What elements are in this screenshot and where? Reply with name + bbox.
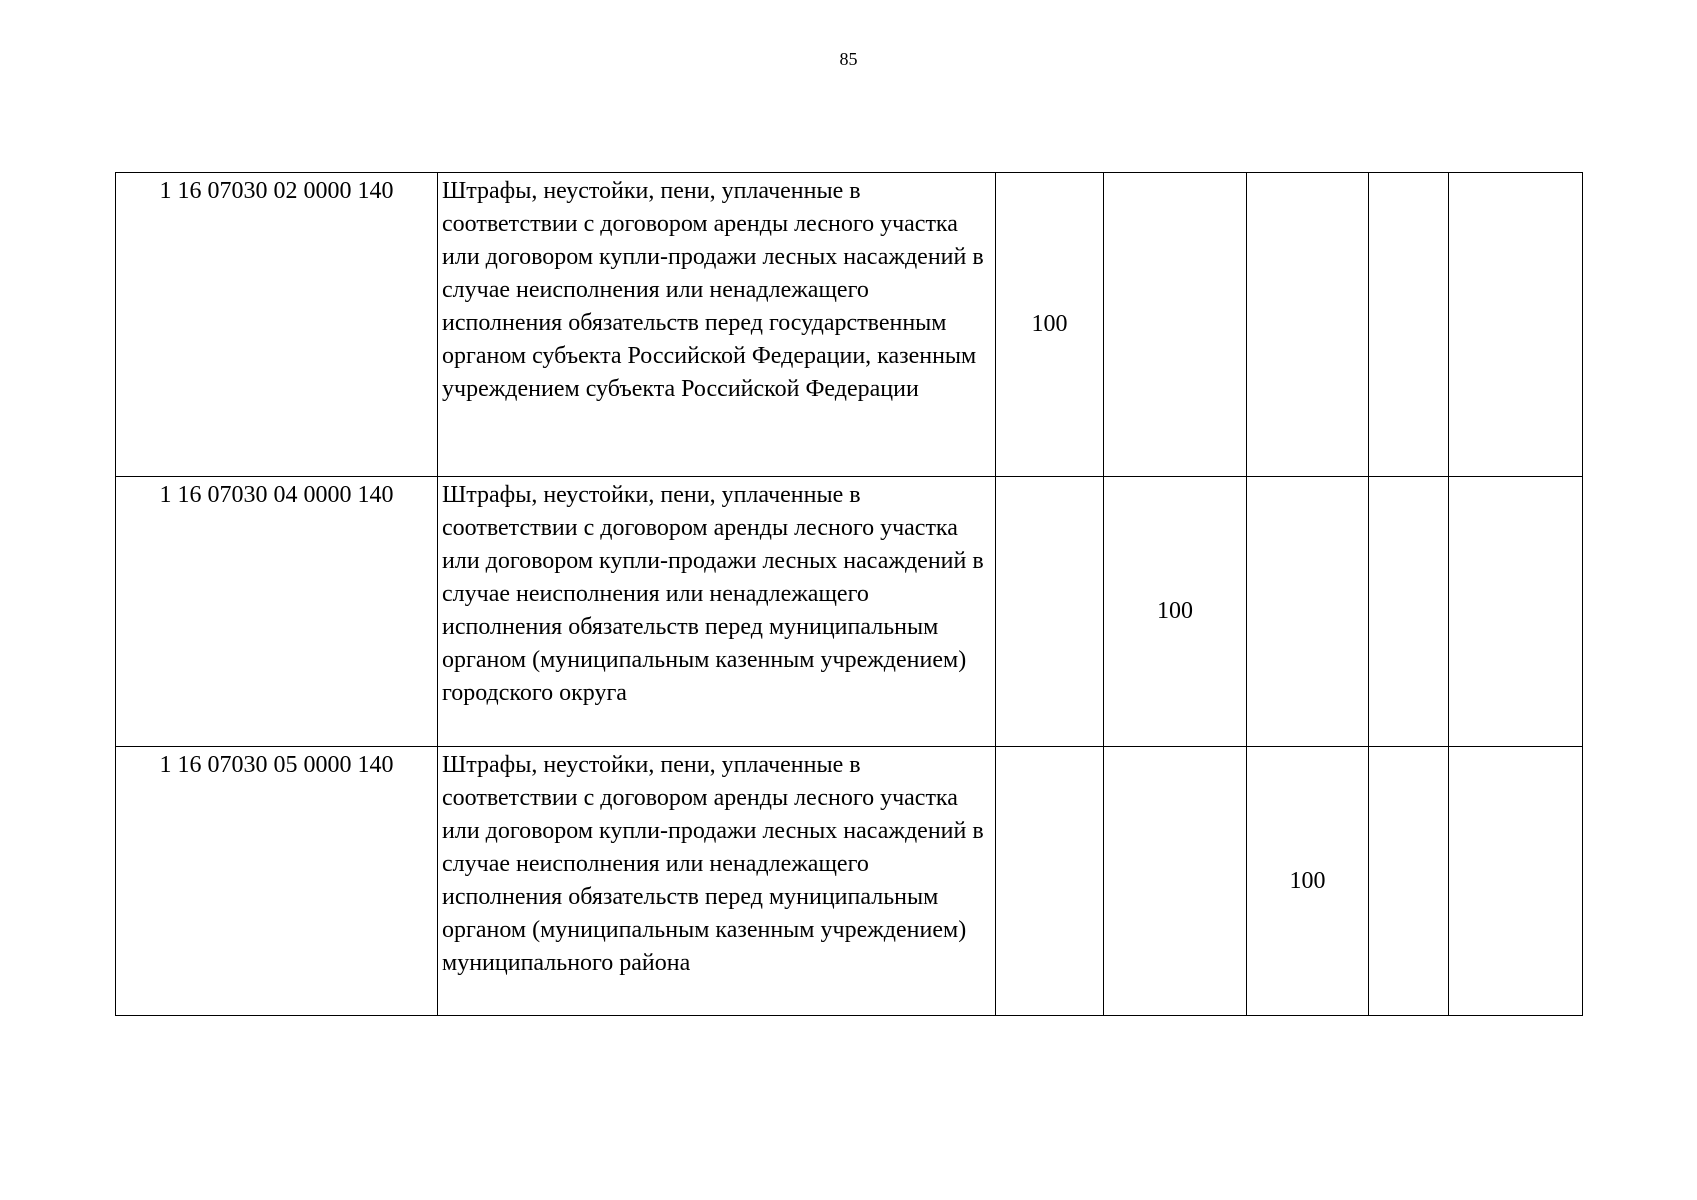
- value-cell: [1369, 747, 1449, 1016]
- value-cell: [1449, 477, 1583, 747]
- budget-code-cell: 1 16 07030 04 0000 140: [116, 477, 438, 747]
- revenue-distribution-table: [115, 172, 1583, 1016]
- table-row: [116, 747, 1583, 1016]
- value-cell: [996, 477, 1104, 747]
- value-cell: [1247, 173, 1369, 477]
- table-row: [116, 477, 1583, 747]
- value-cell: [1449, 747, 1583, 1016]
- description-cell: Штрафы, неустойки, пени, уплаченные в соответствии с договором аренды лесного участка или договором купли-продажи лесных насаждений в случае неисполнения или ненадлежащего исполнения обязательств перед муниципальным органом (муниципальным казенным учреждением) городского округа: [438, 477, 996, 747]
- value-cell: 100: [1247, 747, 1369, 1016]
- value-cell: [1247, 477, 1369, 747]
- description-cell: Штрафы, неустойки, пени, уплаченные в соответствии с договором аренды лесного участка или договором купли-продажи лесных насаждений в случае неисполнения или ненадлежащего исполнения обязательств перед государственным органом субъекта Российской Федерации, казенным учреждением субъекта Российской Федерации: [438, 173, 996, 477]
- description-cell: Штрафы, неустойки, пени, уплаченные в соответствии с договором аренды лесного участка или договором купли-продажи лесных насаждений в случае неисполнения или ненадлежащего исполнения обязательств перед муниципальным органом (муниципальным казенным учреждением) муниципального района: [438, 747, 996, 1016]
- value-cell: [1449, 173, 1583, 477]
- value-cell: 100: [1104, 477, 1247, 747]
- value-cell: [996, 747, 1104, 1016]
- value-cell: [1369, 173, 1449, 477]
- budget-code-cell: 1 16 07030 02 0000 140: [116, 173, 438, 477]
- budget-code-cell: 1 16 07030 05 0000 140: [116, 747, 438, 1016]
- value-cell: [1104, 747, 1247, 1016]
- value-cell: [1104, 173, 1247, 477]
- page-number: 85: [839, 49, 858, 69]
- table-row: [116, 173, 1583, 477]
- value-cell: [1369, 477, 1449, 747]
- value-cell: 100: [996, 173, 1104, 477]
